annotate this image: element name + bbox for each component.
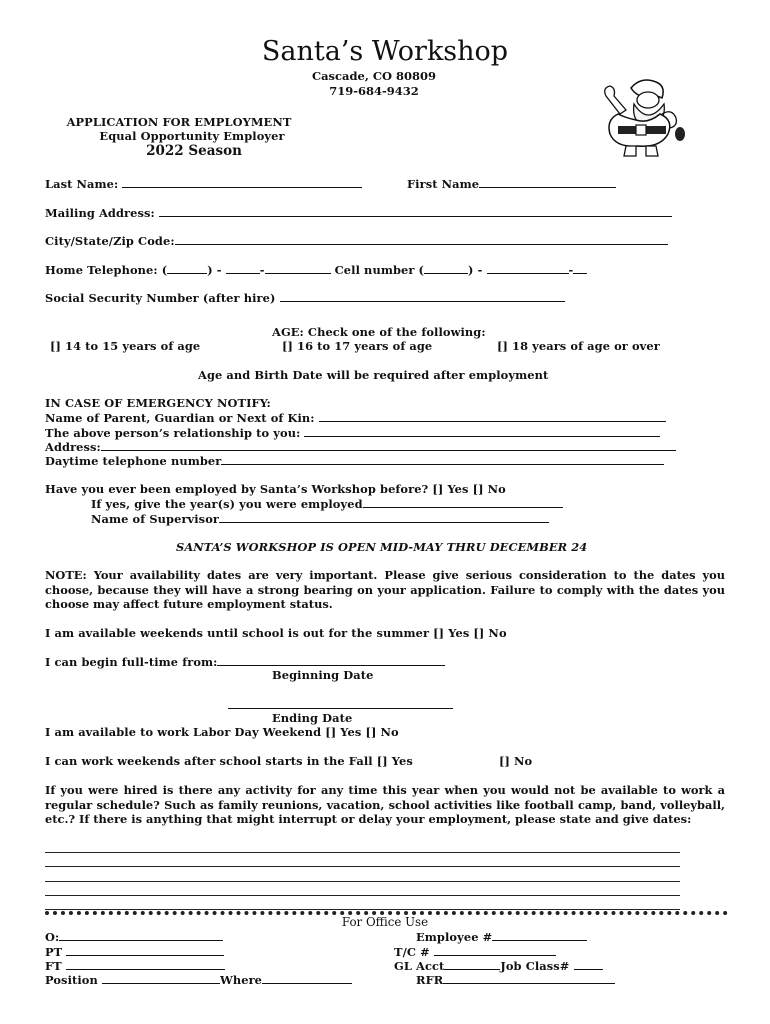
cell-sep: ) - bbox=[468, 263, 483, 277]
fall-weekends-question[interactable]: I can work weekends after school starts in the Fall [] Yes bbox=[45, 754, 413, 768]
prior-years-field[interactable] bbox=[363, 496, 563, 508]
emergency-name-row bbox=[45, 410, 666, 425]
open-notice: SANTA’S WORKSHOP IS OPEN MID-MAY THRU DECEMBER 24 bbox=[176, 540, 588, 554]
fall-weekends-no[interactable]: [] No bbox=[499, 754, 533, 768]
age-option-16-17[interactable]: [] 16 to 17 years of age bbox=[282, 339, 433, 353]
first-name-row bbox=[407, 176, 616, 191]
prior-years-row bbox=[91, 496, 563, 511]
ending-date-label: Ending Date bbox=[272, 711, 353, 725]
ssn-field[interactable] bbox=[280, 290, 565, 302]
beginning-date-label: Beginning Date bbox=[272, 668, 374, 682]
emergency-relationship-label: The above person’s relationship to you: bbox=[45, 426, 301, 440]
office-position-row bbox=[45, 972, 352, 987]
last-name-label: Last Name: bbox=[45, 177, 119, 191]
office-ft-field[interactable] bbox=[66, 958, 225, 970]
conflicts-line[interactable] bbox=[45, 852, 680, 853]
supervisor-label: Name of Supervisor bbox=[91, 512, 219, 526]
prior-years-label: If yes, give the year(s) you were employed bbox=[91, 497, 363, 511]
conflicts-line[interactable] bbox=[45, 881, 680, 882]
labor-day-question[interactable]: I am available to work Labor Day Weekend [] Yes [] No bbox=[45, 725, 399, 739]
home-prefix-field[interactable] bbox=[226, 262, 260, 274]
office-employee-field[interactable] bbox=[492, 929, 587, 941]
office-pt-field[interactable] bbox=[66, 944, 224, 956]
emergency-relationship-field[interactable] bbox=[304, 425, 660, 437]
office-rfr-row bbox=[416, 972, 615, 987]
ssn-row bbox=[45, 290, 565, 305]
age-option-18-plus[interactable]: [] 18 years of age or over bbox=[497, 339, 660, 353]
conflicts-line[interactable] bbox=[45, 895, 680, 896]
first-name-field[interactable] bbox=[479, 176, 616, 188]
weekends-question[interactable]: I am available weekends until school is out for the summer [] Yes [] No bbox=[45, 626, 507, 640]
home-area-field[interactable] bbox=[167, 262, 207, 274]
season-label: 2022 Season bbox=[146, 143, 242, 159]
supervisor-row bbox=[91, 511, 549, 526]
office-tc-row bbox=[394, 944, 556, 959]
mailing-label: Mailing Address: bbox=[45, 206, 155, 220]
beginning-date-field[interactable] bbox=[217, 654, 445, 666]
emergency-name-label: Name of Parent, Guardian or Next of Kin: bbox=[45, 411, 315, 425]
emergency-address-label: Address: bbox=[45, 440, 101, 454]
emergency-phone-row bbox=[45, 453, 664, 468]
cell-label: Cell number ( bbox=[334, 263, 425, 277]
cell-area-field[interactable] bbox=[424, 262, 468, 274]
home-number-field[interactable] bbox=[265, 262, 331, 274]
conflicts-line[interactable] bbox=[45, 866, 680, 867]
home-phone-sep: ) - bbox=[207, 263, 222, 277]
office-pt-label: PT bbox=[45, 945, 63, 959]
company-phone: 719-684-9432 bbox=[329, 84, 419, 98]
office-rfr-label: RFR bbox=[416, 973, 444, 987]
mailing-row bbox=[45, 205, 672, 220]
office-gl-label: GL Acct bbox=[394, 959, 445, 973]
company-city: Cascade, CO 80809 bbox=[311, 69, 437, 83]
fulltime-row bbox=[45, 654, 445, 669]
emergency-address-row bbox=[45, 439, 676, 454]
home-phone-label: Home Telephone: ( bbox=[45, 263, 168, 277]
phone-row: Home Telephone: ( ) - - Cell number ( ) - - bbox=[45, 262, 587, 277]
office-employee-row bbox=[416, 929, 587, 944]
first-name-label: First Name bbox=[407, 177, 480, 191]
office-where-label: Where bbox=[219, 973, 263, 987]
santa-icon bbox=[596, 74, 686, 160]
cell-prefix-field[interactable] bbox=[487, 262, 569, 274]
office-tc-label: T/C # bbox=[394, 945, 430, 959]
fulltime-label: I can begin full-time from: bbox=[45, 655, 218, 669]
office-job-class-label: Job Class# bbox=[500, 959, 570, 973]
age-heading: AGE: Check one of the following: bbox=[272, 325, 486, 339]
eoe-label: Equal Opportunity Employer bbox=[99, 129, 285, 143]
office-o-label: O: bbox=[45, 930, 60, 944]
emergency-name-field[interactable] bbox=[319, 410, 666, 422]
office-o-field[interactable] bbox=[59, 929, 223, 941]
office-gl-field[interactable] bbox=[444, 958, 500, 970]
age-note: Age and Birth Date will be required after employment bbox=[198, 368, 549, 382]
emergency-address-field[interactable] bbox=[101, 439, 676, 451]
prior-employment-question[interactable]: Have you ever been employed by Santa’s Workshop before? [] Yes [] No bbox=[45, 482, 506, 496]
mailing-field[interactable] bbox=[159, 205, 672, 217]
conflicts-question: If you were hired is there any activity for any time this year when you would not be available to work a regular schedule? Such as family reunions, vacation, school activities like football camp, band, volleyball, etc.? If there is anything that might interrupt or delay your employment, please state and give dates: bbox=[45, 783, 725, 827]
availability-note: NOTE: Your availability dates are very important. Please give serious consideration to the dates you choose, because they will have a strong bearing on your application. Failure to comply with the dates you choose may affect future employment status. bbox=[45, 568, 725, 612]
office-position-label: Position bbox=[45, 973, 98, 987]
conflicts-line[interactable] bbox=[45, 909, 680, 910]
age-option-14-15[interactable]: [] 14 to 15 years of age bbox=[50, 339, 201, 353]
emergency-phone-label: Daytime telephone number bbox=[45, 454, 222, 468]
city-field[interactable] bbox=[175, 233, 668, 245]
office-use-heading: For Office Use bbox=[341, 915, 429, 929]
office-rfr-field[interactable] bbox=[443, 972, 615, 984]
office-position-field[interactable] bbox=[102, 972, 220, 984]
office-where-field[interactable] bbox=[262, 972, 352, 984]
emergency-relationship-row bbox=[45, 425, 660, 440]
office-tc-field[interactable] bbox=[434, 944, 556, 956]
office-gl-row bbox=[394, 958, 603, 973]
page-title: Santa’s Workshop bbox=[261, 36, 509, 67]
city-label: City/State/Zip Code: bbox=[45, 234, 175, 248]
cell-number-field[interactable] bbox=[573, 262, 587, 274]
last-name-field[interactable] bbox=[122, 176, 362, 188]
office-pt-row bbox=[45, 944, 224, 959]
santa-logo bbox=[596, 74, 686, 160]
office-ft-row bbox=[45, 958, 225, 973]
office-o-row bbox=[45, 929, 223, 944]
ending-date-field[interactable] bbox=[228, 708, 453, 709]
city-row bbox=[45, 233, 668, 248]
emergency-heading: IN CASE OF EMERGENCY NOTIFY: bbox=[45, 396, 271, 410]
application-title: APPLICATION FOR EMPLOYMENT bbox=[66, 115, 292, 129]
office-ft-label: FT bbox=[45, 959, 62, 973]
last-name-row bbox=[45, 176, 362, 191]
ssn-label: Social Security Number (after hire) bbox=[45, 291, 276, 305]
supervisor-field[interactable] bbox=[219, 511, 549, 523]
office-job-class-field[interactable] bbox=[574, 958, 603, 970]
emergency-phone-field[interactable] bbox=[221, 453, 664, 465]
office-employee-label: Employee # bbox=[416, 930, 493, 944]
